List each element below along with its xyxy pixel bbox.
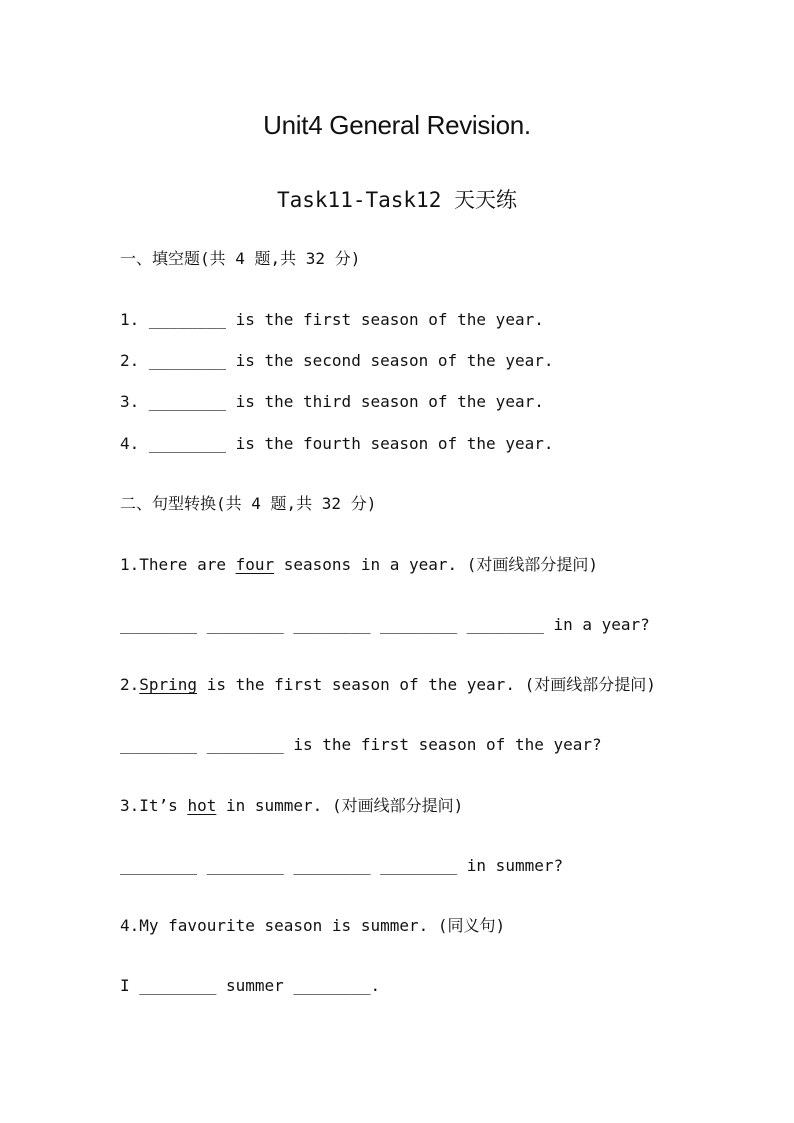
underlined-word: hot — [187, 796, 217, 815]
question-text: seasons in a year. (对画线部分提问) — [274, 555, 599, 574]
transform-question-2 — [120, 675, 656, 695]
fill-blank-question-4: 4. ________ is the fourth season of the year. — [120, 434, 554, 453]
page-title: Unit4 General Revision. — [263, 110, 531, 140]
underlined-word: four — [235, 555, 275, 574]
transform-question-3 — [120, 796, 463, 816]
fill-blank-question-1: 1. ________ is the first season of the year. — [120, 310, 544, 329]
section1-heading: 一、填空题(共 4 题,共 32 分) — [120, 249, 361, 268]
fill-blank-question-2: 2. ________ is the second season of the year. — [120, 351, 554, 370]
answer-line-3: ________ ________ ________ ________ in summer? — [120, 856, 564, 875]
answer-line-2: ________ ________ is the first season of the year? — [120, 735, 602, 754]
transform-question-4: 4.My favourite season is summer. (同义句) — [120, 916, 506, 935]
answer-line-1: ________ ________ ________ ________ ________ in a year? — [120, 615, 650, 634]
question-text: is the first season of the year. (对画线部分提问) — [197, 675, 656, 694]
page-subtitle: Task11-Task12 天天练 — [276, 188, 517, 212]
transform-question-1 — [120, 555, 598, 575]
question-text: in summer. (对画线部分提问) — [216, 796, 464, 815]
underlined-word: Spring — [139, 675, 198, 694]
section2-heading: 二、句型转换(共 4 题,共 32 分) — [120, 494, 377, 513]
fill-blank-question-3: 3. ________ is the third season of the year. — [120, 392, 544, 411]
question-text: 1.There are — [120, 555, 236, 574]
answer-line-4: I ________ summer ________. — [120, 976, 381, 995]
question-text: 2. — [120, 675, 140, 694]
question-text: 3.It’s — [120, 796, 188, 815]
